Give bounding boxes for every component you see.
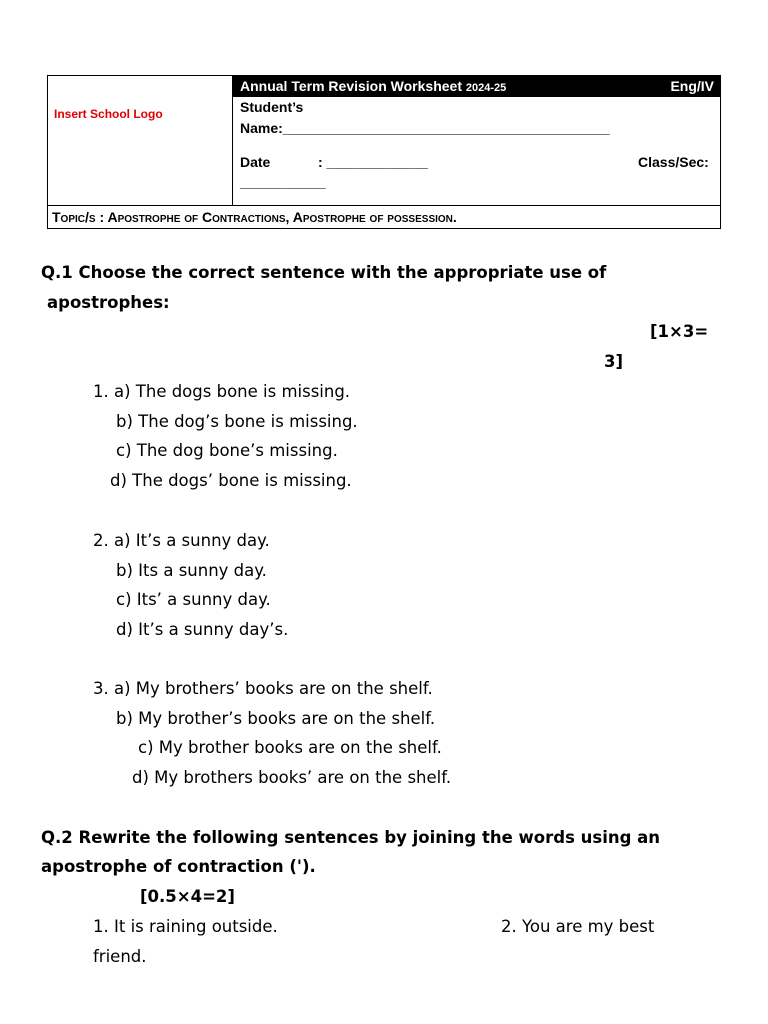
q1-item2-option-c: c) Its’ a sunny day. [116, 590, 271, 609]
date-field[interactable]: : _____________ [318, 154, 428, 170]
q1-item2-option-b: b) Its a sunny day. [116, 561, 267, 580]
q1-heading-line1: Q.1 Choose the correct sentence with the appropriate use of [41, 263, 607, 282]
q1-marks-line2: 3] [604, 352, 624, 371]
worksheet-header [47, 75, 721, 229]
q2-heading-line2: apostrophe of contraction ('). [41, 857, 316, 876]
q1-marks-line1: [1×3= [650, 322, 709, 341]
class-section-label: Class/Sec: [638, 154, 709, 170]
date-label: Date [240, 154, 271, 170]
q2-item-2-continuation: friend. [93, 947, 147, 966]
title-bar [233, 76, 721, 97]
q1-item3-option-b: b) My brother’s books are on the shelf. [116, 709, 436, 728]
q2-heading-line1: Q.2 Rewrite the following sentences by joining the words using an [41, 828, 661, 847]
q1-item3-option-c: c) My brother books are on the shelf. [138, 738, 442, 757]
q1-item2-option-a: 2. a) It’s a sunny day. [93, 531, 270, 550]
school-logo-placeholder: Insert School Logo [54, 107, 163, 121]
q2-item-1: 1. It is raining outside. [93, 917, 278, 936]
q1-item3-option-a: 3. a) My brothers’ books are on the shelf. [93, 679, 433, 698]
logo-cell [48, 76, 233, 205]
student-label: Student’s [240, 99, 304, 115]
subject-grade-code: Eng/IV [670, 78, 714, 94]
student-name-field[interactable]: Name:__________________________________________ [240, 120, 610, 136]
worksheet-title [240, 78, 506, 94]
q1-item2-option-d: d) It’s a sunny day’s. [116, 620, 289, 639]
date-field-continuation[interactable]: ___________ [240, 174, 326, 190]
academic-year: 2024-25 [465, 82, 507, 94]
q1-item3-option-d: d) My brothers books’ are on the shelf. [132, 768, 452, 787]
q1-heading-line2: apostrophes: [47, 293, 170, 312]
q1-item1-option-b: b) The dog’s bone is missing. [116, 412, 358, 431]
q2-item-2: 2. You are my best [501, 917, 655, 936]
title-main: Annual Term Revision Worksheet [240, 78, 462, 94]
topic-text: Topic/s : Apostrophe of Contractions, Apostrophe of possession. [52, 209, 457, 225]
topic-row [48, 205, 720, 229]
q1-item1-option-d: d) The dogs’ bone is missing. [110, 471, 352, 490]
q1-item1-option-a: 1. a) The dogs bone is missing. [93, 382, 351, 401]
q1-item1-option-c: c) The dog bone’s missing. [116, 441, 338, 460]
q2-marks: [0.5×4=2] [140, 887, 235, 906]
